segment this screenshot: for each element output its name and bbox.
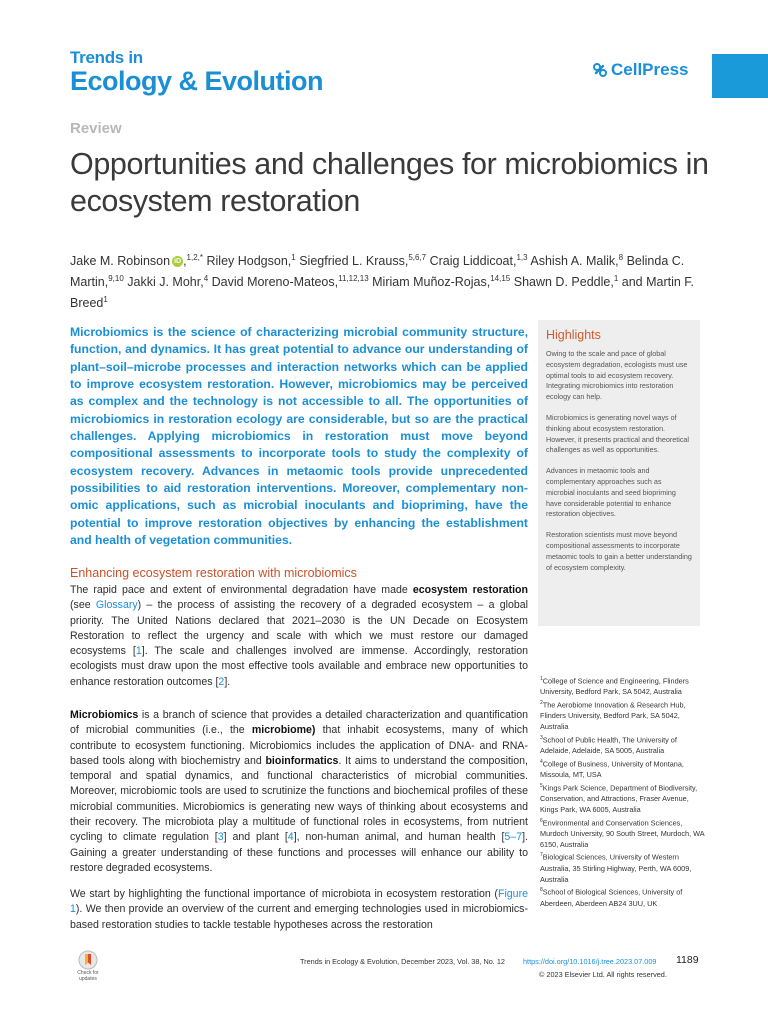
glossary-link[interactable]: Glossary	[95, 599, 138, 612]
journal-series: Trends in	[70, 48, 143, 67]
figure-link[interactable]: Figure 1	[70, 888, 528, 916]
glossary-term: Microbiomics	[70, 709, 139, 721]
author-affiliation: 9,10	[108, 274, 124, 284]
author-affiliation: 8	[618, 253, 624, 262]
affiliation-text: College of Science and Engineering, Flinders University, Bedford Park, SA 5042, Australia	[540, 676, 689, 697]
reference-link[interactable]: 4	[287, 831, 294, 844]
author-name[interactable]: Ashish A. Malik	[530, 254, 616, 269]
doi-link[interactable]: https://doi.org/10.1016/j.tree.2023.07.009	[523, 957, 657, 966]
affiliation-number: 7	[540, 852, 543, 859]
affiliation-item	[540, 698, 705, 733]
affiliation-text: The Aerobiome Innovation & Research Hub, Flinders University, Bedford Park, SA 5042, Australia	[540, 700, 686, 732]
text-run: We start by highlighting the functional importance of microbiota in ecosystem restoration (	[70, 888, 498, 900]
publisher-name: CellPress	[611, 60, 689, 79]
text-run: that inhabit ecosystems, many of which contribute to ecosystem functioning. Microbiomics includes the application of DNA- and RNA-based tools along with biochemistry and	[70, 724, 528, 767]
affiliation-number: 6	[540, 817, 543, 824]
author-name[interactable]: Martin F. Breed	[70, 275, 695, 311]
section-heading: Enhancing ecosystem restoration with microbiomics	[70, 566, 357, 580]
affiliation-item	[540, 733, 705, 757]
author-name[interactable]: David Moreno-Mateos	[211, 275, 335, 290]
text-run: (see	[70, 599, 96, 612]
author-affiliation: 14,15	[490, 274, 511, 284]
affiliation-text: College of Business, University of Montana, Missoula, MT, USA	[540, 759, 684, 780]
body-paragraph	[70, 887, 528, 933]
affiliation-number: 2	[540, 700, 543, 707]
author-affiliation: 1,3	[516, 253, 528, 262]
cellpress-logo-icon	[592, 62, 608, 78]
glossary-term: microbiome)	[251, 724, 316, 737]
author-affiliation: 11,12,13	[338, 274, 369, 284]
affiliation-number: 1	[540, 676, 543, 682]
check-for-updates-icon	[78, 950, 98, 970]
body-paragraph	[70, 708, 528, 876]
corner-tab	[712, 54, 768, 98]
affiliation-text: Kings Park Science, Department of Biodiversity, Conservation, and Attractions, Fraser Avenue, Kings Park, WA 6005, Australia	[540, 783, 698, 814]
reference-link[interactable]: 3	[217, 831, 224, 844]
author-affiliation: 1	[103, 295, 108, 305]
affiliation-item	[540, 885, 705, 909]
text-run: ). We then provide an overview of the current and emerging technologies used in microbiomics-based restoration studies to tackle testable hypotheses across the restoration	[70, 903, 528, 931]
author-name[interactable]: Belinda C. Martin	[70, 254, 685, 290]
affiliation-text: School of Biological Sciences, University of Aberdeen, Aberdeen AB24 3UU, UK	[540, 887, 683, 908]
author-name[interactable]: Jakki J. Mohr	[127, 275, 201, 290]
text-run: ) – the process of assisting the recovery of a degraded ecosystem – a global priority. The United Nations declared that 2021–2030 is the UN Decade on Ecosystem Restoration to reflect the urgency and scale with which we must restore our damaged ecosystems [	[70, 599, 528, 658]
journal-name: Ecology & Evolution	[70, 66, 324, 96]
article-title: Opportunities and challenges for microbiomics in ecosystem restoration	[70, 147, 709, 218]
article-type: Review	[70, 120, 122, 137]
author-name[interactable]: Riley Hodgson	[206, 254, 288, 269]
text-run: ], non-human animal, and human health [	[293, 831, 505, 844]
author-affiliation: 1,2,*	[186, 253, 204, 262]
text-run: ].	[224, 675, 231, 688]
text-run: ]. Gaining a greater understanding of these functions and processes will enhance our ability to restore degraded ecosystems.	[70, 831, 528, 874]
affiliation-text: School of Public Health, The University of Adelaide, Adelaide, SA 5005, Australia	[540, 735, 677, 756]
affiliation-number: 5	[540, 782, 543, 789]
highlight-item: Advances in metaomic tools and complementary approaches such as microbial inoculants and seed biopriming have considerable potential to enhance restoration objectives.	[546, 466, 676, 519]
orcid-icon[interactable]: iD	[174, 258, 182, 266]
footer-citation: Trends in Ecology & Evolution, December 2023, Vol. 38, No. 12	[300, 957, 505, 966]
copyright: © 2023 Elsevier Ltd. All rights reserved.	[539, 970, 667, 979]
affiliation-number: 8	[540, 887, 543, 894]
highlights-heading: Highlights	[546, 328, 601, 342]
author-affiliation: 5,6,7	[408, 253, 427, 262]
author-name[interactable]: Shawn D. Peddle	[513, 275, 611, 290]
affiliation-number: 3	[540, 734, 543, 741]
abstract: Microbiomics is the science of characterizing microbial community structure, function, and dynamics. It has great potential to advance our understanding of plant–soil–microbe processes and interaction networks which can be applied to improve ecosystem restoration. However, microbiomics may be perceived as complex and the technology is not accessible to all. The opportunities of microbiomics in restoration ecology are considerable, but so are the practical challenges. Applying microbiomics in restoration must move beyond compositional assessments to incorporate tools to study the complexity of ecosystem recovery. Advances in metaomic tools provide unprecedented possibilities to aid restoration interventions. Moreover, complementary non-omic applications, such as microbial inoculants and biopriming, have the potential to improve restoration objectives by enhancing the establishment and health of vegetation communities.	[70, 325, 528, 548]
author-name[interactable]: Miriam Muñoz-Rojas	[372, 275, 487, 290]
affiliation-number: 4	[540, 758, 543, 765]
author-name[interactable]: Siegfried L. Krauss	[299, 254, 405, 269]
affiliation-item	[540, 850, 705, 885]
author-affiliation: 1	[291, 253, 296, 262]
text-run: ] and plant [	[223, 831, 288, 844]
reference-link[interactable]: 2	[218, 675, 225, 688]
highlights-box	[538, 320, 700, 626]
glossary-term: ecosystem restoration	[412, 584, 528, 596]
check-for-updates-label: Check for updates	[77, 970, 99, 982]
affiliation-text: Environmental and Conservation Sciences, Murdoch University, 90 South Street, Murdoch, WA 6150, Australia	[540, 818, 705, 849]
affiliation-item	[540, 781, 705, 816]
glossary-term: bioinformatics	[265, 754, 339, 767]
author-name[interactable]: Craig Liddicoat	[429, 254, 513, 269]
highlight-item: Owing to the scale and pace of global ecosystem degradation, ecologists must use optimal tools to aid ecosystem recovery. Integrating microbiomics into restoration ecology can help.	[546, 349, 688, 402]
affiliation-text: Biological Sciences, University of Western Australia, 35 Stirling Highway, Perth, WA 6009, Australia	[540, 852, 692, 884]
author-affiliation: 4	[203, 274, 209, 284]
reference-link[interactable]: 5–7	[504, 831, 523, 844]
author-affiliation: 1	[613, 274, 619, 284]
page-number: 1189	[676, 954, 699, 966]
reference-link[interactable]: 1	[135, 645, 142, 658]
text-run: The rapid pace and extent of environmental degradation have made	[70, 584, 413, 596]
text-run: . It aims to understand the composition, temporal and spatial dynamics, and functional characteristics of microbial communities. Moreover, microbiomic tools are used to scrutinize the functions and biochemical profiles of these microbial communities. Microbiomics is generating new ways of thinking about ecosystems and their recovery. The microbiota play a multitude of functional roles in ecosystems, from nutrient cycling to climate regulation [	[70, 754, 529, 844]
affiliations-list	[540, 674, 705, 909]
author-name[interactable]: Jake M. Robinson	[70, 254, 171, 269]
highlight-item: Microbiomics is generating novel ways of thinking about ecosystem restoration. However, it presents practical and theoretical challenges as well as opportunities.	[546, 412, 690, 455]
body-paragraph	[70, 583, 528, 690]
affiliation-item	[540, 816, 705, 851]
text-run: is a branch of science that provides a detailed characterization and quantification of microbial communities (i.e., the	[70, 709, 528, 737]
affiliation-item	[540, 674, 705, 698]
text-run: ]. The scale and challenges involved are immense. Accordingly, restoration ecologists must draw upon the most effective tools available and embrace new opportunities to enhance restoration outcomes [	[70, 645, 528, 688]
publisher-logo[interactable]	[592, 60, 689, 80]
check-for-updates-button[interactable]	[72, 950, 104, 986]
author-list: Jake M. Robinson iD ,$^{1,2,*}$ Riley Hodgson,$^1$ Siegfried L. Krauss,$^{5,6,7}$ Craig Liddicoat,$^{1,3}$ Ashish A. Malik,$^8$ Belinda C. Martin,$^{9,10}$ Jakki J. Mohr,$^4$ David Moreno-Mateos,$^{11,12,13}$ Miriam Muñoz-Rojas,$^{14,15}$ Shawn D. Peddle,$^1$ and Martin F. Breed$^1$	[70, 253, 695, 311]
highlight-item: Restoration scientists must move beyond compositional assessments to incorporate metaomic tools to gain a better understanding of ecosystem complexity.	[546, 530, 692, 572]
affiliation-item	[540, 757, 705, 781]
